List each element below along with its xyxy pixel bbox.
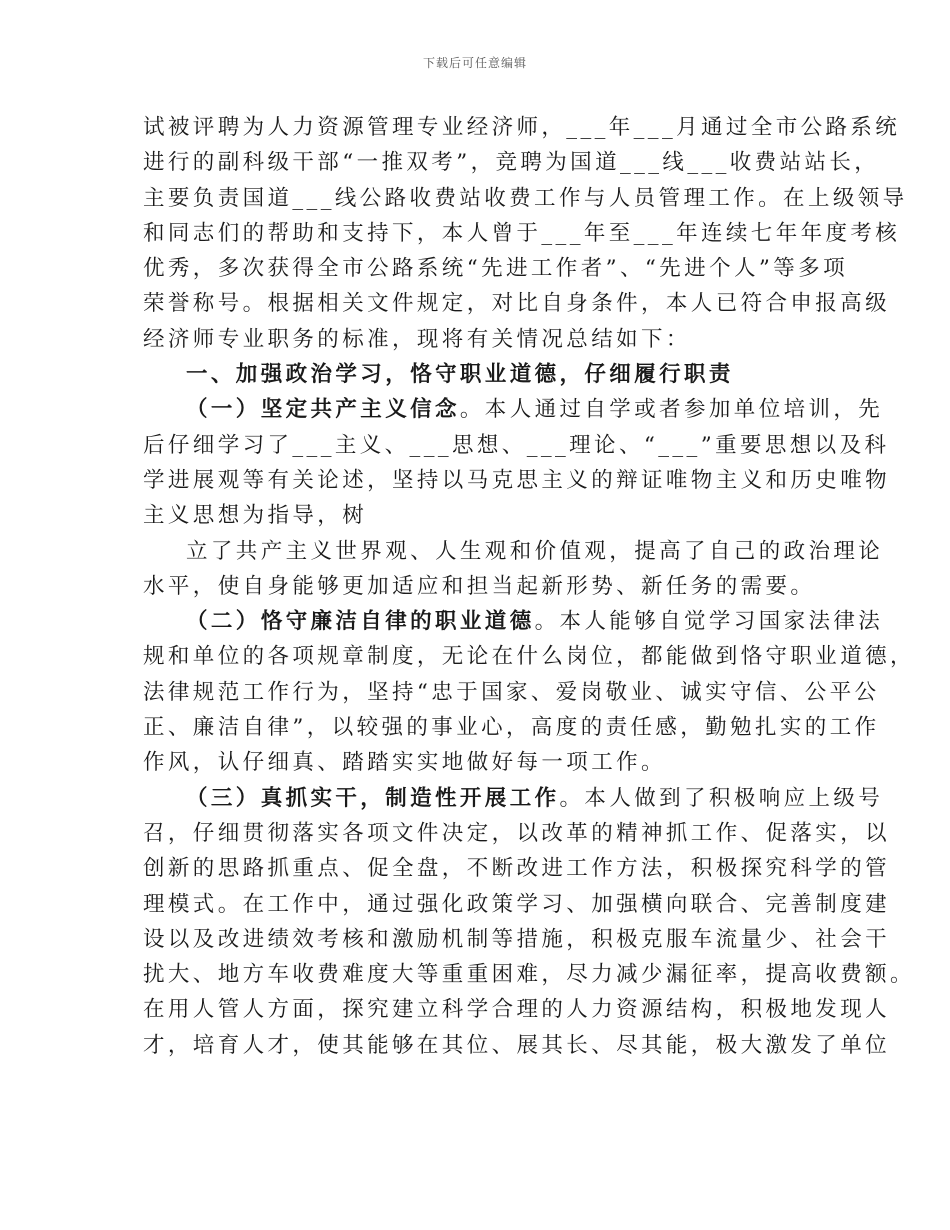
text-fragment: 。本人做到了积极响应上级号 xyxy=(559,785,884,811)
subsection-title: （三）真抓实干，制造性开展工作 xyxy=(186,785,560,811)
subsection-line xyxy=(143,392,884,427)
text-line: 理模式。在工作中，通过强化政策学习、加强横向联合、完善制度建 xyxy=(143,891,891,917)
subsection-title: （二）恪守廉洁自律的职业道德 xyxy=(186,609,535,635)
page-header: 下载后可任意编辑 xyxy=(422,56,527,70)
text-line: 荣誉称号。根据相关文件规定，对比自身条件，本人已符合申报高级 xyxy=(143,291,891,317)
document-body xyxy=(143,110,915,1063)
text-fragment: 。本人通过自学或者参加单位培训，先 xyxy=(459,397,884,423)
text-line: 立了共产主义世界观、人生观和价值观，提高了自己的政治理论 xyxy=(186,538,884,564)
text-line: 召，仔细贯彻落实各项文件决定，以改革的精神抓工作、促落实，以 xyxy=(143,820,891,846)
text-line: 试被评聘为人力资源管理专业经济师，___年___月通过全市公路系统 xyxy=(143,115,901,140)
text-line: 主要负责国道___线公路收费站收费工作与人员管理工作。在上级领导 xyxy=(143,185,908,211)
text-fragment: 。本人能够自觉学习国家法律法 xyxy=(534,609,884,635)
subsection-title: （一）坚定共产主义信念 xyxy=(186,397,460,423)
text-line: 优秀，多次获得全市公路系统“先进工作者”、“先进个人”等多项 xyxy=(143,256,848,282)
text-line: 后仔细学习了___主义、___思想、___理论、“___”重要思想以及科 xyxy=(143,432,890,458)
text-line: 创新的思路抓重点、促全盘，不断改进工作方法，积极探究科学的管 xyxy=(143,856,891,882)
text-line: 扰大、地方车收费难度大等重重困难，尽力减少漏征率，提高收费额。 xyxy=(143,962,915,988)
text-line: 法律规范工作行为，坚持“忠于国家、爱岗敬业、诚实守信、公平公 xyxy=(143,679,880,705)
text-line: 和同志们的帮助和支持下，本人曾于___年至___年连续七年年度考核 xyxy=(143,220,901,246)
text-line: 主义思想为指导，树 xyxy=(143,503,368,529)
text-line: 规和单位的各项规章制度，无论在什么岗位，都能做到恪守职业道德， xyxy=(143,644,915,670)
subsection-line xyxy=(143,781,884,816)
subsection-line xyxy=(143,604,884,639)
text-line: 设以及改进绩效考核和激励机制等措施，积极克服车流量少、社会干 xyxy=(143,926,891,952)
text-line: 作风，认仔细真、踏踏实实地做好每一项工作。 xyxy=(143,750,666,776)
text-line: 经济师专业职务的标准，现将有关情况总结如下： xyxy=(143,326,691,352)
text-line: 正、廉洁自律”，以较强的事业心，高度的责任感，勤勉扎实的工作 xyxy=(143,715,880,741)
text-line: 学进展观等有关论述，坚持以马克思主义的辩证唯物主义和历史唯物 xyxy=(143,467,891,493)
section-heading: 一、加强政治学习，恪守职业道德，仔细履行职责 xyxy=(186,362,734,388)
text-line: 才，培育人才，使其能够在其位、展其长、尽其能，极大激发了单位 xyxy=(143,1032,891,1058)
text-line: 在用人管人方面，探究建立科学合理的人力资源结构，积极地发现人 xyxy=(143,997,891,1023)
text-line: 水平，使自身能够更加适应和担当起新形势、新任务的需要。 xyxy=(143,573,816,599)
text-line: 进行的副科级干部“一推双考”，竞聘为国道___线___收费站站长， xyxy=(143,150,880,176)
